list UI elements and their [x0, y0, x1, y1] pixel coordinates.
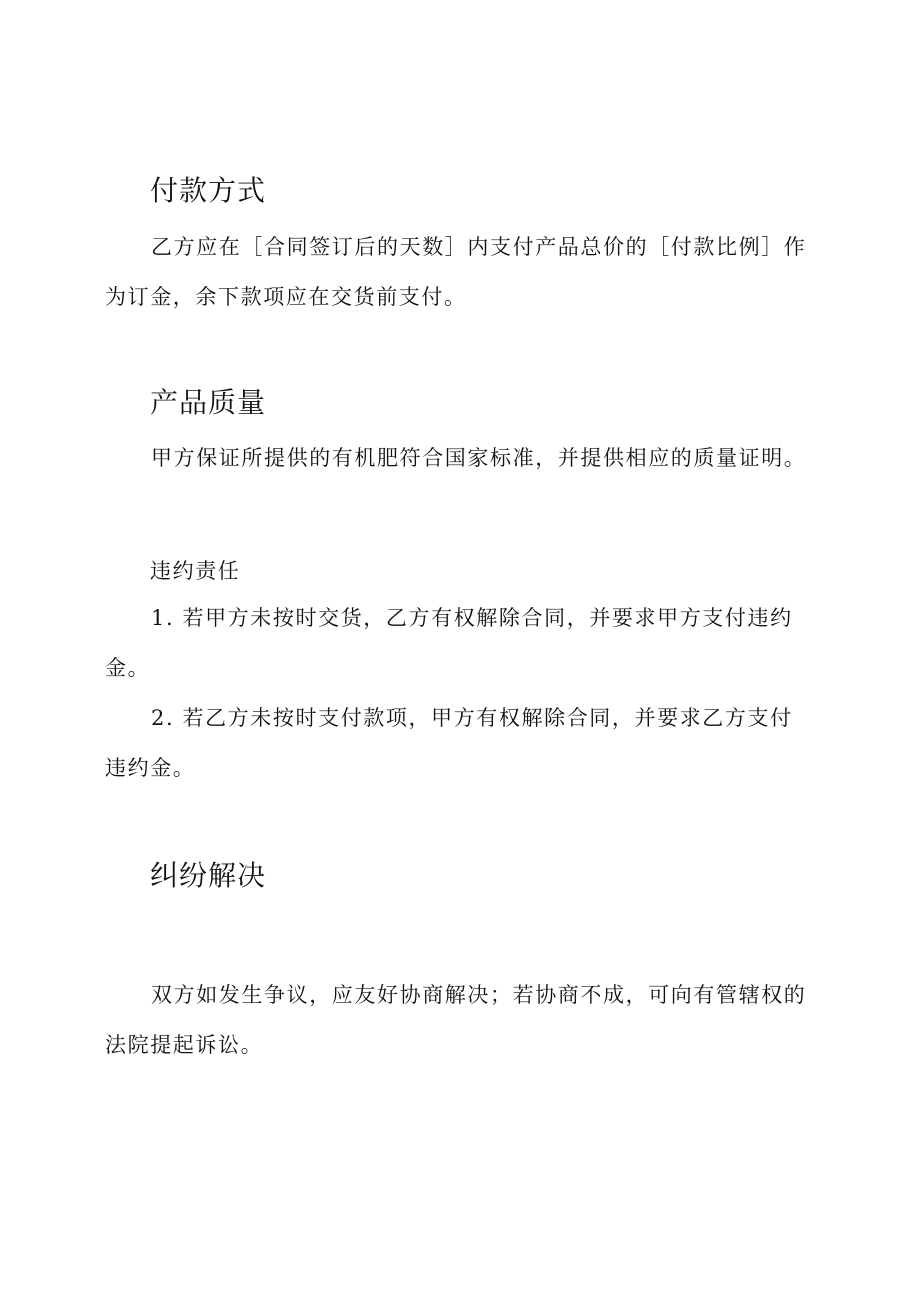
- quality-paragraph: 甲方保证所提供的有机肥符合国家标准，并提供相应的质量证明。: [151, 446, 807, 470]
- payment-paragraph: 乙方应在［合同签订后的天数］内支付产品总价的［付款比例］作为订金，余下款项应在交货前支付。: [105, 235, 807, 309]
- liability-item-1: 1. 若甲方未按时交货，乙方有权解除合同，并要求甲方支付违约金。: [105, 606, 793, 680]
- liability-item-2: 2. 若乙方未按时支付款项，甲方有权解除合同，并要求乙方支付违约金。: [105, 706, 793, 780]
- payment-section: [105, 222, 815, 322]
- quality-section: [105, 433, 815, 483]
- liability-heading: 违约责任: [150, 559, 241, 583]
- liability-section: [105, 593, 815, 793]
- dispute-heading: 纠纷解决: [150, 859, 267, 892]
- dispute-section: [105, 970, 815, 1070]
- dispute-paragraph: 双方如发生争议，应友好协商解决；若协商不成，可向有管辖权的法院提起诉讼。: [105, 983, 807, 1057]
- quality-heading: 产品质量: [150, 386, 267, 419]
- payment-heading: 付款方式: [150, 174, 267, 207]
